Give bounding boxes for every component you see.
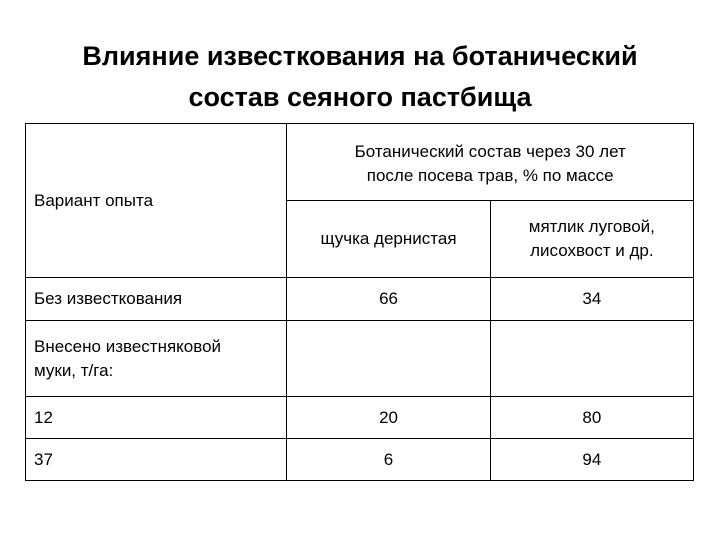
header-col-a-label: щучка дернистая [320,229,457,248]
slide-title-line-1: Влияние известкования на ботанический [82,41,638,71]
row-variant-line-2: муки, т/га: [34,360,114,380]
row-col-a-cell [287,321,490,397]
table-row [26,397,694,439]
row-col-a-cell: 66 [287,278,490,321]
botanical-composition-table [25,123,694,481]
header-col-b-line-2: лисохвост и др. [530,241,654,260]
row-variant-cell: 12 [26,397,287,439]
slide-title-line-2: состав сеяного пастбища [188,82,532,112]
header-botanical-cell [287,124,694,201]
row-variant-line-1: Внесено известняковой [34,336,222,356]
slide-title [0,36,720,118]
row-col-a-cell: 20 [287,397,490,439]
table-header-row [26,124,694,201]
table-row [26,278,694,321]
row-col-a-cell: 6 [287,439,490,481]
row-variant-cell: Без известкования [26,278,287,321]
row-col-b-cell: 94 [490,439,693,481]
table-row [26,321,694,397]
row-col-b-cell: 80 [490,397,693,439]
row-col-b-cell [490,321,693,397]
header-col-a-cell [287,201,490,278]
header-botanical-line-1: Ботанический состав через 30 лет [354,142,626,161]
header-col-b-cell [490,201,693,278]
header-botanical-line-2: после посева трав, % по массе [366,166,614,185]
row-variant-cell: 37 [26,439,287,481]
header-col-b-line-1: мятлик луговой, [528,217,655,236]
row-col-b-cell: 34 [490,278,693,321]
table-row [26,439,694,481]
header-variant-label: Вариант опыта [34,190,154,210]
header-variant-cell [26,124,287,278]
row-variant-cell [26,321,287,397]
